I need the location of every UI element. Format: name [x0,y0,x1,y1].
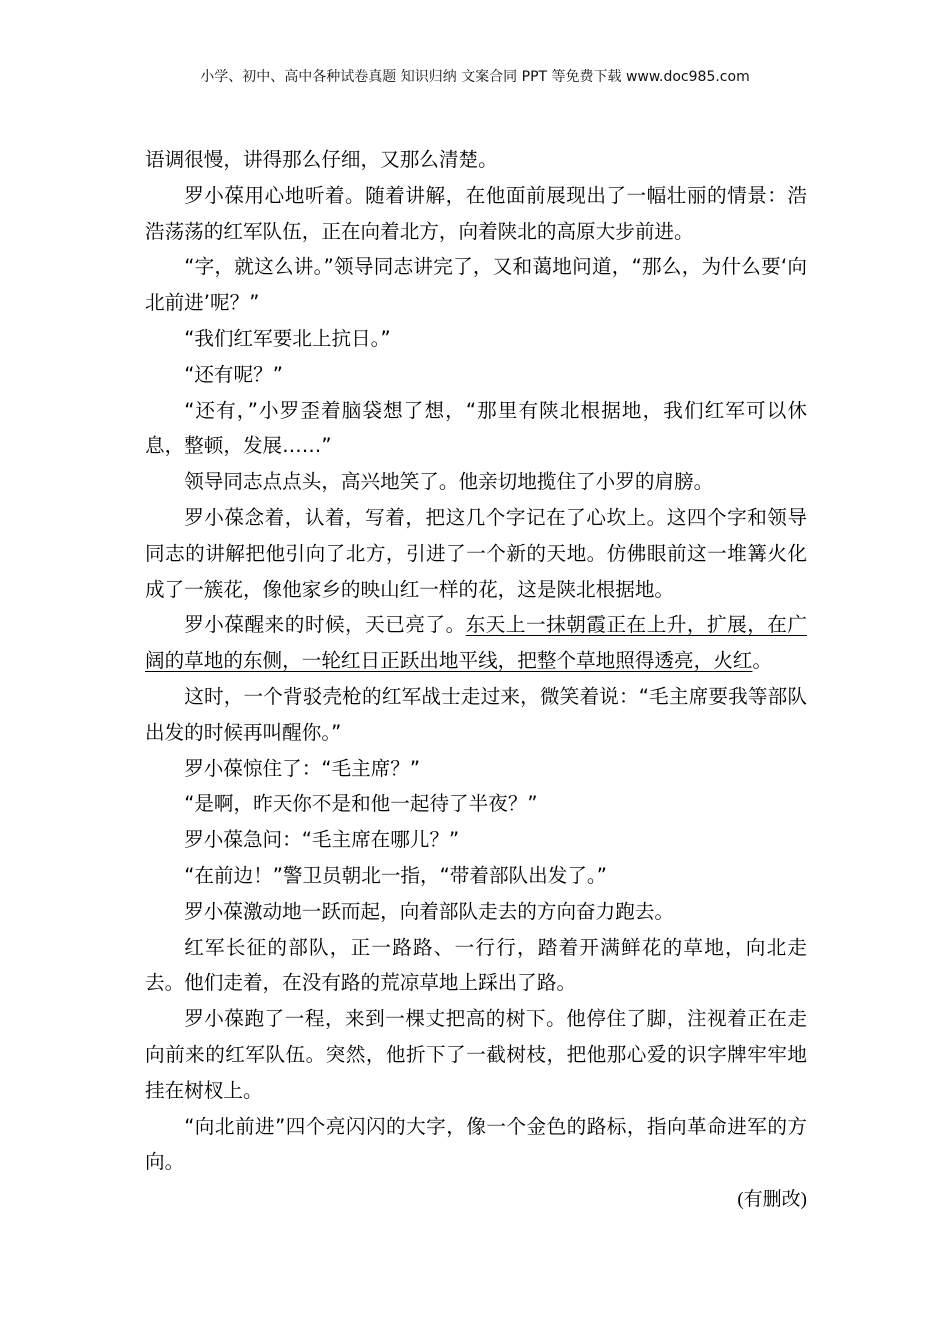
text: 罗小葆醒来的时候，天已亮了。 [184,613,466,637]
paragraph: 罗小葆急问：“毛主席在哪儿？” [184,828,460,852]
paragraph: 这时，一个背驳壳枪的红军战士走过来，微笑着说：“毛主席要我等部队出发的时候再叫醒你。” [145,684,807,744]
paragraph: “向北前进”四个亮闪闪的大字，像一个金色的路标，指向革命进军的方向。 [145,1114,807,1174]
paragraph: 罗小葆念着，认着，写着，把这几个字记在了心坎上。这四个字和领导同志的讲解把他引向了北方，引进了一个新的天地。仿佛眼前这一堆篝火化成了一簇花，像他家乡的映山红一样的花，这是陕北根据地。 [145,505,807,601]
paragraph: 领导同志点点头，高兴地笑了。他亲切地揽住了小罗的肩膀。 [184,470,714,494]
page-header-watermark: 小学、初中、高中各种试卷真题 知识归纳 文案合同 PPT 等免费下载 www.doc985.com [200,69,750,85]
underlined-sentence: 东天上一抹朝霞正在上升，扩展，在广阔的草地的东侧，一轮红日正跃出地平线，把整个草地照得透亮，火红 [145,613,808,673]
paragraph: 罗小葆用心地听着。随着讲解，在他面前展现出了一幅壮丽的情景：浩浩荡荡的红军队伍，正在向着北方，向着陕北的高原大步前进。 [145,183,807,243]
paragraph: “我们红军要北上抗日。” [184,326,391,350]
paragraph: 红军长征的部队，正一路路、一行行，踏着开满鲜花的草地，向北走去。他们走着，在没有路的荒凉草地上踩出了路。 [145,935,807,995]
paragraph: “还有，”小罗歪着脑袋想了想，“那里有陕北根据地，我们红军可以休息，整顿，发展……” [145,398,807,458]
article-body [145,142,807,1218]
text: 。 [752,649,772,673]
paragraph: “还有呢？” [184,362,283,386]
paragraph-with-underline [145,607,807,679]
source-note: (有删改) [737,1189,807,1211]
paragraph: “是啊，昨天你不是和他一起待了半夜？” [184,792,538,816]
paragraph: “在前边！”警卫员朝北一指，“带着部队出发了。” [184,863,607,887]
paragraph: “字，就这么讲。”领导同志讲完了，又和蔼地问道，“那么，为什么要‘向北前进’呢？” [145,255,807,315]
paragraph: 语调很慢，讲得那么仔细，又那么清楚。 [145,148,498,171]
paragraph: 罗小葆跑了一程，来到一棵丈把高的树下。他停住了脚，注视着正在走向前来的红军队伍。突然，他折下了一截树枝，把他那心爱的识字牌牢牢地挂在树杈上。 [145,1007,807,1102]
paragraph: 罗小葆激动地一跃而起，向着部队走去的方向奋力跑去。 [184,899,675,923]
paragraph: 罗小葆惊住了：“毛主席？” [184,756,421,780]
